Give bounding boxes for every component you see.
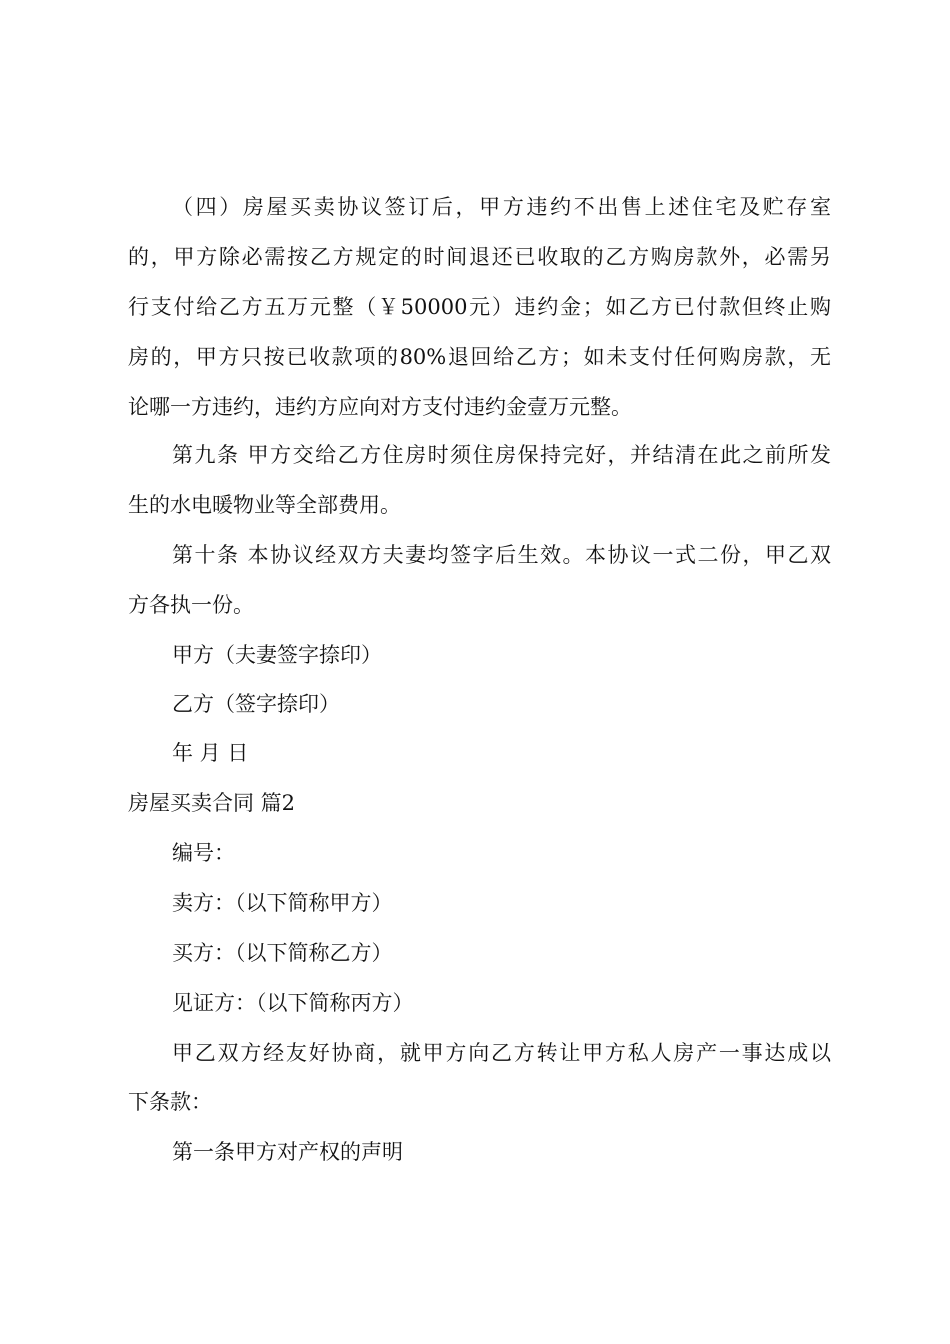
party-a-signature: 甲方（夫妻签字捺印） xyxy=(172,643,382,667)
buyer-line: 买方：（以下简称乙方） xyxy=(172,941,393,965)
article-9-line-1: 第九条 甲方交给乙方住房时须住房保持完好，并结清在此之前所发 xyxy=(172,443,831,467)
clause-4-line-2: 的，甲方除必需按乙方规定的时间退还已收取的乙方购房款外，必需另 xyxy=(128,245,831,269)
intro-line-2: 下条款： xyxy=(128,1090,212,1114)
clause-4-line-1: （四）房屋买卖协议签订后，甲方违约不出售上述住宅及贮存室 xyxy=(172,195,831,219)
article-10-line-1: 第十条 本协议经双方夫妻均签字后生效。本协议一式二份，甲乙双 xyxy=(172,543,831,567)
clause-4-line-5: 论哪一方违约，违约方应向对方支付违约金壹万元整。 xyxy=(128,395,632,419)
section-heading: 房屋买卖合同 篇2 xyxy=(128,791,296,815)
seller-line: 卖方：（以下简称甲方） xyxy=(172,891,393,915)
article-9-line-2: 生的水电暖物业等全部费用。 xyxy=(128,493,401,517)
intro-line-1: 甲乙双方经友好协商，就甲方向乙方转让甲方私人房产一事达成以 xyxy=(172,1041,831,1065)
article-1-title: 第一条甲方对产权的声明 xyxy=(172,1140,403,1164)
party-b-signature: 乙方（签字捺印） xyxy=(172,692,340,716)
clause-4-line-3: 行支付给乙方五万元整（￥50000元）违约金；如乙方已付款但终止购 xyxy=(128,295,831,319)
clause-4-line-4: 房的，甲方只按已收款项的80%退回给乙方；如未支付任何购房款，无 xyxy=(128,345,831,369)
date-line: 年 月 日 xyxy=(172,741,249,765)
contract-number: 编号： xyxy=(172,841,235,865)
article-10-line-2: 方各执一份。 xyxy=(128,593,254,617)
witness-line: 见证方：（以下简称丙方） xyxy=(172,991,414,1015)
